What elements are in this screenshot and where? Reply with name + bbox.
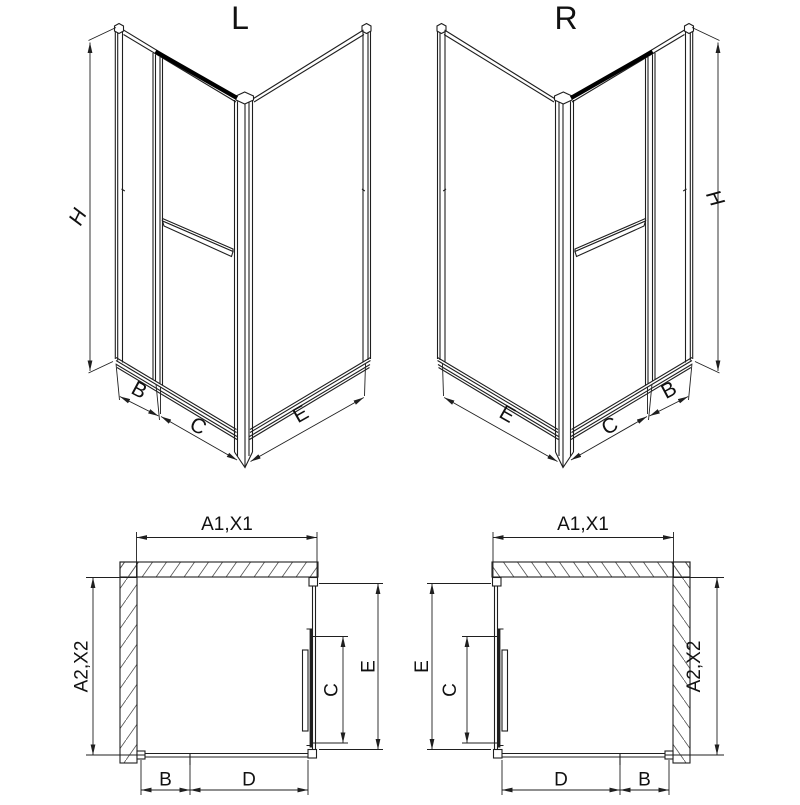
iso-left-dim-c-label: C — [185, 412, 211, 440]
iso-left-dim-b-label: B — [127, 376, 151, 404]
iso-left-title: L — [231, 0, 249, 36]
plan-right-dim-d-label: D — [554, 769, 568, 791]
iso-right-view — [437, 24, 720, 468]
plan-left-dim-c-label: C — [321, 683, 343, 697]
plan-left-view — [86, 532, 383, 795]
plan-left-dim-a2x2-label: A2,X2 — [71, 640, 93, 693]
iso-left-dim-e-label: E — [289, 400, 313, 428]
iso-left-view — [89, 24, 372, 468]
plan-right-dim-e-label: E — [412, 660, 433, 673]
plan-left-dim-d-label: D — [242, 769, 256, 791]
plan-right-dim-b-label: B — [638, 769, 651, 791]
plan-right-dim-c-label: C — [440, 683, 461, 697]
plan-right-dim-a2x2-label: A2,X2 — [684, 640, 705, 693]
iso-right-dim-c-label: C — [597, 412, 623, 440]
plan-right-dim-a1x1-label: A1,X1 — [557, 514, 609, 535]
iso-left-dim-h-label: H — [64, 205, 92, 230]
iso-right-dim-b-label: B — [657, 376, 681, 404]
plan-left-dim-b-label: B — [159, 769, 172, 791]
iso-right-title: R — [554, 0, 578, 36]
plan-left-dim-e-label: E — [358, 660, 380, 673]
iso-right-dim-e-label: E — [495, 400, 519, 428]
plan-right-view — [427, 532, 724, 795]
plan-left-dim-a1x1-label: A1,X1 — [201, 514, 253, 535]
iso-right-dim-h-label: H — [701, 186, 729, 211]
